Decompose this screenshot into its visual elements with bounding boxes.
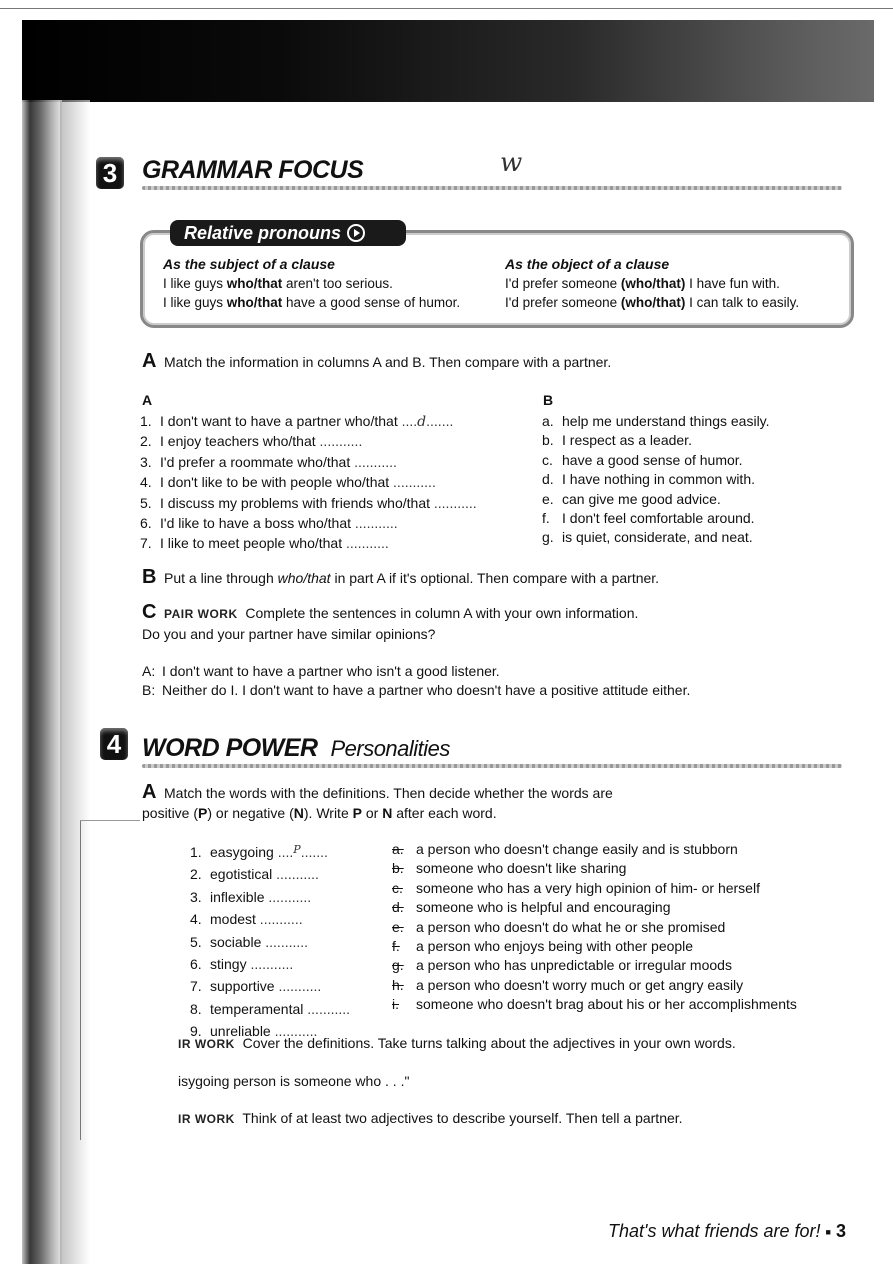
item-number: 8. bbox=[190, 1000, 202, 1017]
definition-item bbox=[392, 976, 852, 995]
section-rule bbox=[142, 186, 842, 190]
word-item bbox=[190, 840, 380, 862]
match-item bbox=[140, 534, 530, 554]
match-item bbox=[542, 431, 842, 450]
word-list bbox=[190, 840, 380, 1042]
page-number: 3 bbox=[836, 1221, 847, 1241]
item-letter-crossed: b. bbox=[392, 860, 404, 877]
definition-text: a person who doesn't change easily and is stubborn bbox=[416, 841, 738, 857]
definition-item bbox=[392, 859, 852, 878]
definition-item bbox=[392, 918, 852, 937]
match-item bbox=[542, 412, 842, 431]
definition-text: someone who doesn't brag about his or her accomplishments bbox=[416, 996, 797, 1013]
answer-blank[interactable]: ........... bbox=[430, 494, 477, 511]
page-binding-shadow bbox=[22, 100, 62, 1264]
exercise-a-instruction: A Match the information in columns A and B. Then compare with a partner. bbox=[142, 350, 612, 372]
item-letter-crossed: a. bbox=[392, 841, 404, 857]
scan-edge-line bbox=[0, 8, 893, 9]
definition-item bbox=[392, 995, 852, 1014]
column-a-header: A bbox=[142, 392, 153, 408]
item-text: I have nothing in common with. bbox=[562, 471, 755, 488]
word-item bbox=[190, 997, 380, 1019]
section-number-badge: 3 bbox=[96, 157, 124, 189]
grammar-heading: As the subject of a clause bbox=[163, 256, 335, 272]
column-a-list bbox=[140, 412, 530, 555]
definition-text: a person who enjoys being with other people bbox=[416, 938, 694, 955]
item-text: I enjoy teachers who/that bbox=[160, 433, 316, 450]
margin-line bbox=[80, 820, 81, 1140]
answer-blank[interactable]: ........... bbox=[303, 1000, 351, 1017]
item-number: 4. bbox=[190, 911, 202, 928]
item-text: I like to meet people who/that bbox=[160, 535, 343, 552]
item-letter: c. bbox=[542, 451, 553, 468]
grammar-example: I'd prefer someone (who/that) I have fun with. bbox=[505, 276, 780, 291]
answer-value: P bbox=[293, 843, 301, 856]
item-letter-crossed: e. bbox=[392, 918, 404, 935]
item-number: 1. bbox=[190, 844, 202, 860]
item-number: 3. bbox=[190, 888, 202, 905]
item-number: 2. bbox=[190, 866, 202, 883]
grammar-tab[interactable] bbox=[170, 220, 406, 246]
match-item bbox=[542, 451, 842, 470]
item-letter: a. bbox=[542, 413, 554, 429]
definition-text: someone who has a very high opinion of him- or herself bbox=[416, 879, 760, 896]
definition-text: a person who doesn't worry much or get angry easily bbox=[416, 976, 744, 993]
column-b-header: B bbox=[543, 392, 554, 408]
item-letter-crossed: c. bbox=[392, 879, 403, 896]
match-item bbox=[140, 412, 530, 432]
item-text: I discuss my problems with friends who/that bbox=[160, 494, 430, 511]
item-text: I'd like to have a boss who/that bbox=[160, 515, 352, 532]
word-power-instruction: A Match the words with the definitions. Then decide whether the words are positive (P) or negative (N). Write P or N after each word. bbox=[142, 781, 613, 821]
answer-blank[interactable]: ........... bbox=[270, 1023, 318, 1040]
grammar-object-column bbox=[505, 255, 845, 312]
definition-text: someone who doesn't like sharing bbox=[416, 860, 627, 877]
exercise-b-instruction: B Put a line through who/that in part A if it's optional. Then compare with a partner. bbox=[142, 566, 660, 588]
item-letter-crossed: g. bbox=[392, 957, 404, 974]
item-number: 6. bbox=[140, 515, 152, 532]
grammar-example: I like guys who/that have a good sense of humor. bbox=[163, 295, 461, 310]
pair-work-label: PAIR WORK bbox=[164, 607, 238, 621]
pair-work-label: IR WORK bbox=[178, 1112, 235, 1126]
definition-item bbox=[392, 840, 852, 859]
item-letter-crossed: i. bbox=[392, 996, 399, 1013]
answer-blank[interactable]: ........... bbox=[389, 474, 436, 491]
answer-blank[interactable]: ........... bbox=[351, 515, 398, 532]
match-item bbox=[542, 509, 842, 528]
exercise-letter: A bbox=[142, 781, 157, 803]
item-letter-crossed: d. bbox=[392, 899, 404, 916]
item-text: help me understand things easily. bbox=[562, 413, 770, 429]
item-number: 7. bbox=[140, 535, 152, 552]
section-rule bbox=[142, 764, 842, 768]
match-item bbox=[542, 528, 842, 547]
section-title: GRAMMAR FOCUS bbox=[142, 156, 364, 184]
word-item bbox=[190, 930, 380, 952]
item-number: 4. bbox=[140, 474, 152, 491]
answer-blank[interactable]: ....$^P$....... bbox=[273, 843, 328, 860]
section-subtitle: Personalities bbox=[330, 736, 450, 761]
pair-work-label: IR WORK bbox=[178, 1037, 235, 1051]
item-number: 5. bbox=[140, 494, 152, 511]
item-text: I don't feel comfortable around. bbox=[562, 510, 755, 527]
item-number: 2. bbox=[140, 433, 152, 450]
word-item bbox=[190, 885, 380, 907]
definition-text: a person who has unpredictable or irregular moods bbox=[416, 957, 732, 974]
answer-blank[interactable]: ........... bbox=[272, 866, 319, 883]
word-item bbox=[190, 974, 380, 996]
word-item bbox=[190, 862, 380, 884]
handwritten-note: w bbox=[500, 148, 523, 178]
item-text: is quiet, considerate, and neat. bbox=[562, 529, 753, 546]
word-text: egotistical bbox=[210, 866, 273, 883]
answer-blank[interactable]: ........... bbox=[246, 956, 294, 973]
answer-blank[interactable]: ........... bbox=[274, 978, 322, 995]
grammar-example: I'd prefer someone (who/that) I can talk to easily. bbox=[505, 295, 800, 310]
item-letter-crossed: f. bbox=[392, 938, 400, 955]
definition-list bbox=[392, 840, 852, 1015]
item-letter: b. bbox=[542, 432, 554, 449]
word-text: stingy bbox=[210, 956, 247, 973]
definition-item bbox=[392, 898, 852, 917]
item-letter-crossed: h. bbox=[392, 976, 404, 993]
word-text: easygoing bbox=[210, 844, 274, 860]
item-text: I respect as a leader. bbox=[562, 432, 692, 449]
example-sentence: isygoing person is someone who . . ." bbox=[178, 1073, 410, 1089]
example-dialog bbox=[142, 662, 690, 700]
definition-text: someone who is helpful and encouraging bbox=[416, 899, 671, 916]
grammar-heading: As the object of a clause bbox=[505, 256, 670, 272]
page-binding-shadow-fade bbox=[60, 100, 90, 1264]
match-item bbox=[542, 490, 842, 509]
item-text: I don't want to have a partner who/that bbox=[160, 413, 398, 429]
match-item bbox=[140, 453, 530, 473]
definition-item bbox=[392, 879, 852, 898]
answer-value: d bbox=[417, 414, 427, 430]
item-number: 7. bbox=[190, 978, 202, 995]
exercise-letter: A bbox=[142, 350, 157, 372]
dialog-line: B: Neither do I. I don't want to have a partner who doesn't have a positive attitude either. bbox=[142, 682, 691, 698]
word-text: modest bbox=[210, 911, 256, 928]
definition-item bbox=[392, 937, 852, 956]
item-text: have a good sense of humor. bbox=[562, 451, 743, 468]
word-item bbox=[190, 907, 380, 929]
answer-blank[interactable]: ........... bbox=[350, 453, 397, 470]
unit-title: That's what friends are for! bbox=[608, 1221, 821, 1241]
match-item bbox=[140, 514, 530, 534]
page-footer bbox=[608, 1221, 846, 1242]
item-number: 9. bbox=[190, 1023, 202, 1040]
item-number: 3. bbox=[140, 453, 152, 470]
grammar-tab-label: Relative pronouns bbox=[184, 223, 342, 243]
answer-blank[interactable]: ....d....... bbox=[397, 413, 454, 430]
exercise-letter: B bbox=[142, 566, 157, 588]
exercise-b-instruction: IR WORK Cover the definitions. Take turns talking about the adjectives in your own words. bbox=[178, 1035, 736, 1051]
answer-blank[interactable]: ........... bbox=[315, 433, 363, 450]
word-item bbox=[190, 952, 380, 974]
match-item bbox=[140, 494, 530, 514]
item-letter: f. bbox=[542, 510, 550, 527]
item-text: I'd prefer a roommate who/that bbox=[160, 453, 351, 470]
match-item bbox=[542, 470, 842, 489]
word-text: temperamental bbox=[210, 1000, 304, 1017]
section-title: WORD POWER Personalities bbox=[142, 734, 450, 762]
answer-blank[interactable]: ........... bbox=[261, 933, 309, 950]
play-audio-icon[interactable] bbox=[347, 224, 365, 242]
bullet-icon: ■ bbox=[825, 1227, 831, 1237]
grammar-subject-column bbox=[163, 255, 503, 312]
answer-blank[interactable]: ........... bbox=[255, 911, 303, 928]
margin-line bbox=[80, 820, 140, 821]
definition-item bbox=[392, 956, 852, 975]
grammar-example: I like guys who/that aren't too serious. bbox=[163, 276, 393, 291]
item-letter: g. bbox=[542, 529, 554, 546]
item-number: 1. bbox=[140, 413, 152, 429]
item-number: 6. bbox=[190, 956, 202, 973]
item-text: can give me good advice. bbox=[562, 490, 721, 507]
item-letter: d. bbox=[542, 471, 554, 488]
exercise-letter: C bbox=[142, 601, 157, 623]
answer-blank[interactable]: ........... bbox=[264, 888, 312, 905]
match-item bbox=[140, 473, 530, 493]
definition-text: a person who doesn't do what he or she promised bbox=[416, 918, 726, 935]
item-letter: e. bbox=[542, 490, 554, 507]
column-b-list bbox=[542, 412, 842, 548]
exercise-c-instruction: CPAIR WORK Complete the sentences in column A with your own information. Do you and your partner have similar opinions? bbox=[142, 601, 639, 642]
dialog-line: A: I don't want to have a partner who isn't a good listener. bbox=[142, 663, 500, 679]
match-item bbox=[140, 432, 530, 452]
header-banner-image bbox=[22, 20, 874, 102]
section-number-badge: 4 bbox=[100, 728, 128, 760]
word-text: sociable bbox=[210, 933, 262, 950]
item-number: 5. bbox=[190, 933, 202, 950]
word-text: unreliable bbox=[210, 1023, 271, 1040]
word-text: supportive bbox=[210, 978, 275, 995]
item-text: I don't like to be with people who/that bbox=[160, 474, 390, 491]
exercise-c-instruction: IR WORK Think of at least two adjectives to describe yourself. Then tell a partner. bbox=[178, 1110, 683, 1126]
answer-blank[interactable]: ........... bbox=[342, 535, 389, 552]
word-text: inflexible bbox=[210, 888, 265, 905]
